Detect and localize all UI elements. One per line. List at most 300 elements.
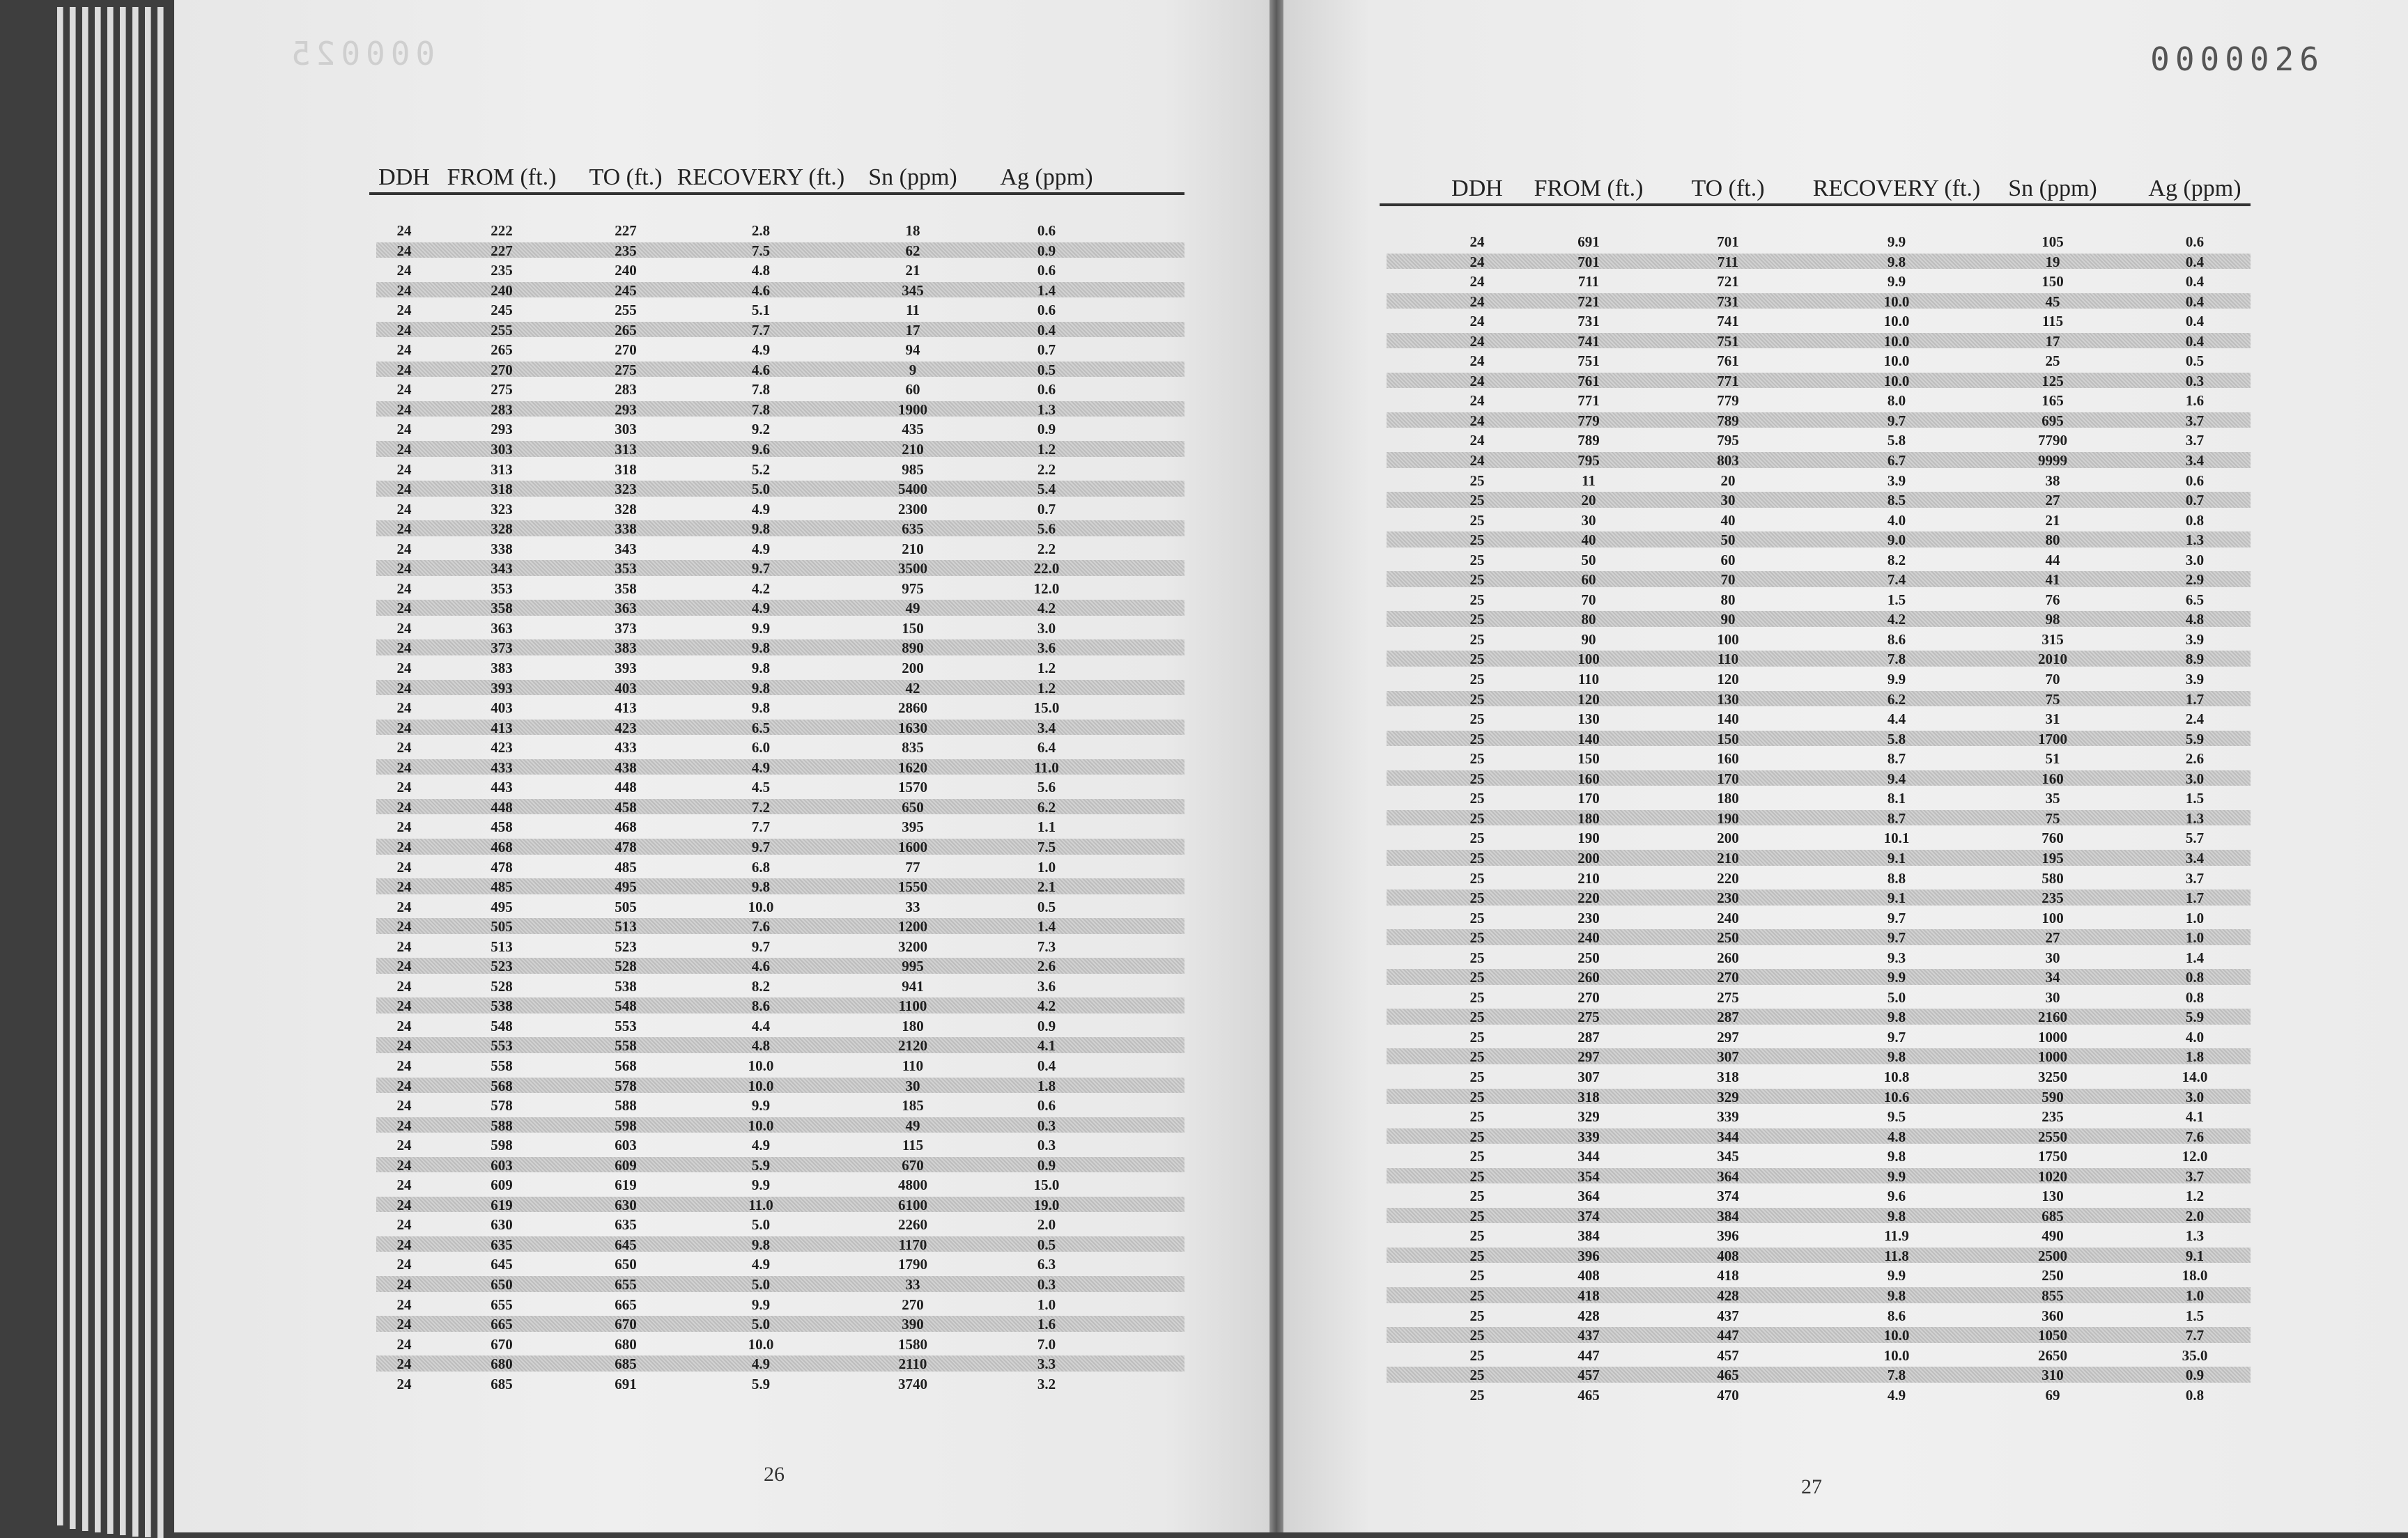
- cell-to: 270: [615, 341, 637, 359]
- cell-ag: 14.0: [2182, 1068, 2208, 1085]
- cell-ddh: 24: [396, 1316, 412, 1333]
- cell-ddh: 24: [396, 660, 412, 677]
- cell-from: 468: [491, 838, 513, 855]
- cell-to: 609: [615, 1156, 637, 1174]
- cell-ddh: 25: [1469, 1108, 1485, 1126]
- cell-ag: 3.4: [2185, 452, 2205, 469]
- cell-sn: 3200: [898, 938, 927, 955]
- cell-sn: 42: [905, 679, 920, 697]
- cell-from: 691: [1577, 233, 1600, 250]
- cell-sn: 94: [905, 341, 920, 359]
- row-shading: [1387, 452, 2251, 468]
- cell-ddh: 24: [396, 580, 412, 597]
- cell-ddh: 25: [1469, 790, 1485, 807]
- cell-from: 384: [1577, 1227, 1600, 1245]
- cell-ddh: 25: [1469, 492, 1485, 509]
- cell-from: 447: [1577, 1346, 1600, 1364]
- cell-sn: 2300: [898, 500, 927, 518]
- cell-to: 227: [615, 222, 637, 239]
- cell-sn: 650: [902, 798, 924, 816]
- row-shading: [1387, 333, 2251, 349]
- table-row: [1380, 1285, 2251, 1305]
- cell-to: 170: [1717, 770, 1739, 787]
- cell-ddh: 25: [1469, 750, 1485, 768]
- table-row: [1380, 1007, 2251, 1027]
- cell-recovery: 5.2: [751, 460, 771, 478]
- cell-recovery: 10.0: [1883, 352, 1910, 370]
- cell-recovery: 7.4: [1887, 571, 1906, 589]
- cell-to: 513: [615, 918, 637, 935]
- cell-sn: 855: [2042, 1287, 2064, 1304]
- cell-ddh: 25: [1469, 1307, 1485, 1324]
- table-row: [369, 678, 1184, 698]
- cell-recovery: 9.8: [751, 660, 771, 677]
- table-row: [1380, 1305, 2251, 1326]
- cell-sn: 2500: [2038, 1247, 2067, 1264]
- table-row: [1380, 1126, 2251, 1147]
- cell-ag: 1.0: [1037, 1296, 1056, 1313]
- cell-sn: 1000: [2038, 1048, 2067, 1066]
- cell-ag: 0.3: [1037, 1117, 1056, 1134]
- table-row: [369, 896, 1184, 917]
- cell-recovery: 5.1: [751, 302, 771, 319]
- cell-sn: 2860: [898, 699, 927, 717]
- cell-from: 505: [491, 918, 513, 935]
- cell-ddh: 24: [396, 958, 412, 975]
- table-row: [1380, 788, 2251, 808]
- cell-to: 711: [1717, 253, 1739, 270]
- cell-ag: 5.4: [1037, 481, 1056, 498]
- cell-to: 771: [1717, 372, 1739, 389]
- cell-sn: 200: [902, 660, 924, 677]
- cell-ag: 5.6: [1037, 779, 1056, 796]
- cell-recovery: 4.6: [751, 361, 771, 378]
- page-edge: [132, 7, 139, 1537]
- cell-recovery: 7.8: [751, 401, 771, 418]
- cell-from: 650: [491, 1275, 513, 1293]
- table-row: [369, 777, 1184, 797]
- cell-from: 344: [1577, 1148, 1600, 1165]
- table-header: [1380, 176, 2251, 206]
- cell-ag: 1.4: [1037, 918, 1056, 935]
- document-stamp-right: 0000026: [2150, 40, 2324, 78]
- cell-sn: 35: [2045, 790, 2060, 807]
- cell-recovery: 4.8: [751, 262, 771, 279]
- cell-ag: 1.5: [2185, 1307, 2205, 1324]
- cell-to: 393: [615, 660, 637, 677]
- cell-to: 270: [1717, 969, 1739, 986]
- cell-to: 433: [615, 739, 637, 756]
- cell-from: 437: [1577, 1327, 1600, 1344]
- cell-sn: 62: [905, 242, 920, 259]
- table-row: [1380, 1066, 2251, 1087]
- cell-to: 50: [1720, 531, 1736, 549]
- cell-recovery: 9.2: [751, 421, 771, 438]
- cell-from: 423: [491, 739, 513, 756]
- cell-from: 313: [491, 460, 513, 478]
- cell-to: 275: [1717, 988, 1739, 1006]
- cell-recovery: 9.9: [1887, 273, 1906, 290]
- cell-ag: 9.1: [2185, 1247, 2205, 1264]
- table-row: [1380, 529, 2251, 550]
- cell-from: 339: [1577, 1128, 1600, 1145]
- cell-ddh: 24: [1469, 432, 1485, 449]
- cell-recovery: 4.9: [751, 500, 771, 518]
- cell-sn: 395: [902, 818, 924, 836]
- cell-from: 307: [1577, 1068, 1600, 1085]
- table-row: [369, 1135, 1184, 1155]
- cell-ddh: 25: [1469, 1207, 1485, 1225]
- cell-ddh: 24: [396, 1236, 412, 1253]
- cell-ddh: 24: [396, 421, 412, 438]
- cell-recovery: 7.2: [751, 798, 771, 816]
- table-row: [369, 419, 1184, 439]
- cell-sn: 890: [902, 639, 924, 657]
- table-row: [1380, 410, 2251, 430]
- table-row: [369, 1155, 1184, 1175]
- cell-to: 373: [615, 619, 637, 637]
- cell-recovery: 8.6: [1887, 630, 1906, 648]
- table-row: [369, 1075, 1184, 1096]
- table-row: [369, 1294, 1184, 1314]
- cell-ag: 0.9: [1037, 421, 1056, 438]
- cell-ag: 1.0: [2185, 929, 2205, 947]
- cell-to: 100: [1717, 630, 1739, 648]
- table-row: [369, 995, 1184, 1016]
- cell-recovery: 7.8: [1887, 1367, 1906, 1384]
- cell-sn: 2110: [898, 1356, 927, 1373]
- cell-to: 384: [1717, 1207, 1739, 1225]
- cell-recovery: 9.9: [1887, 233, 1906, 250]
- cell-from: 701: [1577, 253, 1600, 270]
- cell-recovery: 3.9: [1887, 472, 1906, 489]
- cell-ag: 4.2: [1037, 997, 1056, 1015]
- row-shading: [1387, 969, 2251, 985]
- cell-ag: 0.8: [2185, 988, 2205, 1006]
- cell-to: 318: [615, 460, 637, 478]
- cell-sn: 3740: [898, 1375, 927, 1392]
- cell-ddh: 24: [396, 560, 412, 577]
- cell-sn: 1170: [898, 1236, 927, 1253]
- page-edge: [57, 7, 63, 1525]
- table-row: [1380, 669, 2251, 689]
- cell-from: 110: [1577, 671, 1600, 688]
- cell-to: 160: [1717, 750, 1739, 768]
- cell-from: 761: [1577, 372, 1600, 389]
- page-edge: [145, 7, 151, 1537]
- cell-ag: 2.9: [2185, 571, 2205, 589]
- cell-ag: 1.6: [1037, 1316, 1056, 1333]
- cell-to: 495: [615, 878, 637, 896]
- cell-sn: 435: [902, 421, 924, 438]
- cell-ag: 12.0: [2182, 1148, 2208, 1165]
- cell-ddh: 25: [1469, 1188, 1485, 1205]
- cell-to: 505: [615, 898, 637, 915]
- cell-ag: 18.0: [2182, 1267, 2208, 1284]
- cell-ddh: 25: [1469, 949, 1485, 966]
- cell-to: 779: [1717, 392, 1739, 410]
- cell-from: 210: [1577, 869, 1600, 887]
- cell-ddh: 24: [396, 520, 412, 538]
- cell-ddh: 24: [396, 818, 412, 836]
- cell-to: 90: [1720, 611, 1736, 628]
- cell-to: 329: [1717, 1088, 1739, 1105]
- cell-ddh: 24: [396, 739, 412, 756]
- cell-to: 323: [615, 481, 637, 498]
- cell-ddh: 24: [1469, 313, 1485, 330]
- cell-to: 210: [1717, 849, 1739, 867]
- header-ag: Ag (ppm): [2148, 176, 2241, 201]
- cell-sn: 100: [2042, 909, 2064, 926]
- cell-from: 396: [1577, 1247, 1600, 1264]
- cell-ag: 1.6: [2185, 392, 2205, 410]
- cell-to: 523: [615, 938, 637, 955]
- cell-ag: 0.7: [1037, 341, 1056, 359]
- cell-sn: 150: [2042, 273, 2064, 290]
- cell-ddh: 24: [396, 302, 412, 319]
- cell-to: 364: [1717, 1167, 1739, 1185]
- cell-ddh: 24: [396, 1137, 412, 1154]
- cell-ag: 3.7: [2185, 1167, 2205, 1185]
- cell-recovery: 4.2: [1887, 611, 1906, 628]
- cell-sn: 105: [2042, 233, 2064, 250]
- cell-ag: 2.6: [2185, 750, 2205, 768]
- table-row: [369, 220, 1184, 240]
- cell-from: 283: [491, 401, 513, 418]
- cell-ag: 0.4: [2185, 273, 2205, 290]
- cell-ddh: 24: [1469, 452, 1485, 469]
- cell-to: 485: [615, 858, 637, 876]
- cell-recovery: 11.0: [748, 1196, 773, 1213]
- cell-to: 80: [1720, 591, 1736, 608]
- table-row: [1380, 729, 2251, 749]
- row-shading: [1387, 1287, 2251, 1303]
- table-row: [1380, 1087, 2251, 1107]
- cell-recovery: 10.0: [1883, 293, 1910, 310]
- cell-to: 287: [1717, 1009, 1739, 1026]
- row-shading: [1387, 373, 2251, 389]
- table-row: [369, 857, 1184, 877]
- cell-to: 468: [615, 818, 637, 836]
- cell-recovery: 5.0: [751, 1216, 771, 1234]
- cell-to: 260: [1717, 949, 1739, 966]
- table-row: [1380, 927, 2251, 947]
- cell-ddh: 25: [1469, 531, 1485, 549]
- cell-recovery: 10.0: [1883, 332, 1910, 350]
- cell-sn: 941: [902, 977, 924, 995]
- table-row: [1380, 371, 2251, 391]
- cell-recovery: 9.1: [1887, 849, 1906, 867]
- cell-ddh: 24: [396, 242, 412, 259]
- cell-from: 180: [1577, 809, 1600, 827]
- cell-from: 393: [491, 679, 513, 697]
- cell-to: 448: [615, 779, 637, 796]
- cell-from: 235: [491, 262, 513, 279]
- table-row: [369, 459, 1184, 479]
- row-shading: [1387, 1048, 2251, 1064]
- cell-sn: 5400: [898, 481, 927, 498]
- cell-ag: 0.3: [1037, 1137, 1056, 1154]
- cell-ddh: 24: [396, 918, 412, 935]
- cell-to: 751: [1717, 332, 1739, 350]
- cell-ag: 1.2: [2185, 1188, 2205, 1205]
- cell-recovery: 9.8: [751, 878, 771, 896]
- cell-from: 293: [491, 421, 513, 438]
- cell-recovery: 4.4: [751, 1017, 771, 1034]
- cell-ag: 0.5: [2185, 352, 2205, 370]
- cell-recovery: 4.9: [751, 759, 771, 776]
- cell-recovery: 10.0: [748, 1117, 774, 1134]
- cell-from: 731: [1577, 313, 1600, 330]
- cell-sn: 345: [902, 281, 924, 299]
- cell-ag: 0.6: [1037, 302, 1056, 319]
- cell-from: 190: [1577, 830, 1600, 847]
- cell-to: 150: [1717, 730, 1739, 747]
- cell-recovery: 9.8: [1887, 1287, 1906, 1304]
- cell-to: 408: [1717, 1247, 1739, 1264]
- cell-recovery: 8.5: [1887, 492, 1906, 509]
- cell-from: 465: [1577, 1386, 1600, 1404]
- cell-recovery: 9.8: [1887, 1148, 1906, 1165]
- book-gutter: [1269, 0, 1283, 1532]
- cell-ag: 0.4: [2185, 332, 2205, 350]
- cell-to: 383: [615, 639, 637, 657]
- page-edge: [95, 7, 101, 1532]
- cell-from: 457: [1577, 1367, 1600, 1384]
- cell-from: 578: [491, 1097, 513, 1114]
- cell-ddh: 24: [396, 1057, 412, 1074]
- table-row: [1380, 569, 2251, 589]
- cell-sn: 27: [2045, 929, 2060, 947]
- cell-ag: 5.9: [2185, 1009, 2205, 1026]
- cell-recovery: 8.7: [1887, 809, 1906, 827]
- cell-sn: 21: [2045, 511, 2060, 529]
- cell-recovery: 5.8: [1887, 730, 1906, 747]
- cell-recovery: 9.8: [1887, 253, 1906, 270]
- cell-recovery: 9.7: [751, 938, 771, 955]
- cell-recovery: 9.9: [751, 1097, 771, 1114]
- cell-from: 771: [1577, 392, 1600, 410]
- cell-to: 478: [615, 838, 637, 855]
- cell-ag: 22.0: [1033, 560, 1060, 577]
- table-row: [369, 1095, 1184, 1115]
- cell-recovery: 11.9: [1884, 1227, 1909, 1245]
- table-row: [1380, 1365, 2251, 1385]
- row-shading: [1387, 1327, 2251, 1343]
- cell-from: 741: [1577, 332, 1600, 350]
- cell-from: 373: [491, 639, 513, 657]
- cell-recovery: 1.5: [1887, 591, 1906, 608]
- cell-ag: 35.0: [2182, 1346, 2208, 1364]
- cell-ag: 0.6: [1037, 1097, 1056, 1114]
- table-row: [369, 916, 1184, 936]
- cell-ddh: 24: [396, 481, 412, 498]
- cell-sn: 21: [905, 262, 920, 279]
- cell-ag: 4.1: [2185, 1108, 2205, 1126]
- cell-ag: 0.8: [2185, 1386, 2205, 1404]
- cell-recovery: 10.0: [1883, 1327, 1910, 1344]
- cell-ag: 0.4: [2185, 253, 2205, 270]
- cell-sn: 11: [906, 302, 920, 319]
- cell-sn: 185: [902, 1097, 924, 1114]
- cell-ddh: 25: [1469, 511, 1485, 529]
- cell-ddh: 24: [396, 1296, 412, 1313]
- cell-recovery: 9.7: [1887, 1028, 1906, 1046]
- row-shading: [1387, 1248, 2251, 1264]
- cell-sn: 2010: [2038, 651, 2067, 668]
- cell-to: 403: [615, 679, 637, 697]
- cell-from: 120: [1577, 690, 1600, 708]
- cell-ag: 2.1: [1037, 878, 1056, 896]
- table-row: [369, 558, 1184, 578]
- cell-ddh: 24: [396, 1256, 412, 1273]
- cell-recovery: 10.0: [1883, 1346, 1910, 1364]
- row-shading: [1387, 850, 2251, 866]
- cell-to: 110: [1717, 651, 1739, 668]
- cell-to: 220: [1717, 869, 1739, 887]
- cell-to: 343: [615, 540, 637, 557]
- cell-sn: 110: [902, 1057, 924, 1074]
- cell-sn: 17: [905, 321, 920, 339]
- cell-ag: 3.4: [2185, 849, 2205, 867]
- cell-from: 403: [491, 699, 513, 717]
- header-to: TO (ft.): [589, 164, 663, 190]
- table-row: [369, 479, 1184, 499]
- cell-sn: 580: [2042, 869, 2064, 887]
- cell-recovery: 6.5: [751, 719, 771, 736]
- cell-ddh: 24: [396, 997, 412, 1015]
- cell-ddh: 24: [396, 361, 412, 378]
- cell-to: 588: [615, 1097, 637, 1114]
- cell-sn: 235: [2042, 890, 2064, 907]
- cell-ag: 3.6: [1037, 977, 1056, 995]
- cell-to: 655: [615, 1275, 637, 1293]
- cell-ddh: 24: [396, 898, 412, 915]
- cell-recovery: 9.8: [751, 639, 771, 657]
- cell-ag: 3.2: [1037, 1375, 1056, 1392]
- cell-from: 485: [491, 878, 513, 896]
- table-row: [369, 717, 1184, 738]
- cell-sn: 235: [2042, 1108, 2064, 1126]
- cell-from: 513: [491, 938, 513, 955]
- table-row: [1380, 271, 2251, 291]
- cell-ag: 0.9: [1037, 1017, 1056, 1034]
- cell-sn: 985: [902, 460, 924, 478]
- table-row: [1380, 648, 2251, 669]
- cell-to: 598: [615, 1117, 637, 1134]
- cell-ag: 4.1: [1037, 1037, 1056, 1055]
- cell-ddh: 24: [396, 878, 412, 896]
- cell-ddh: 25: [1469, 730, 1485, 747]
- cell-to: 283: [615, 381, 637, 398]
- table-row: [1380, 1265, 2251, 1285]
- cell-ag: 1.2: [1037, 660, 1056, 677]
- cell-ddh: 24: [396, 639, 412, 657]
- cell-ag: 7.3: [1037, 938, 1056, 955]
- cell-ddh: 25: [1469, 591, 1485, 608]
- cell-to: 338: [615, 520, 637, 538]
- cell-ddh: 24: [396, 759, 412, 776]
- table-row: [369, 1353, 1184, 1374]
- cell-ag: 1.3: [2185, 809, 2205, 827]
- cell-recovery: 5.9: [751, 1375, 771, 1392]
- cell-sn: 2260: [898, 1216, 927, 1234]
- cell-ag: 1.8: [1037, 1077, 1056, 1094]
- cell-ddh: 24: [396, 1176, 412, 1194]
- cell-ddh: 25: [1469, 1068, 1485, 1085]
- table-row: [1380, 1146, 2251, 1166]
- cell-sn: 75: [2045, 809, 2060, 827]
